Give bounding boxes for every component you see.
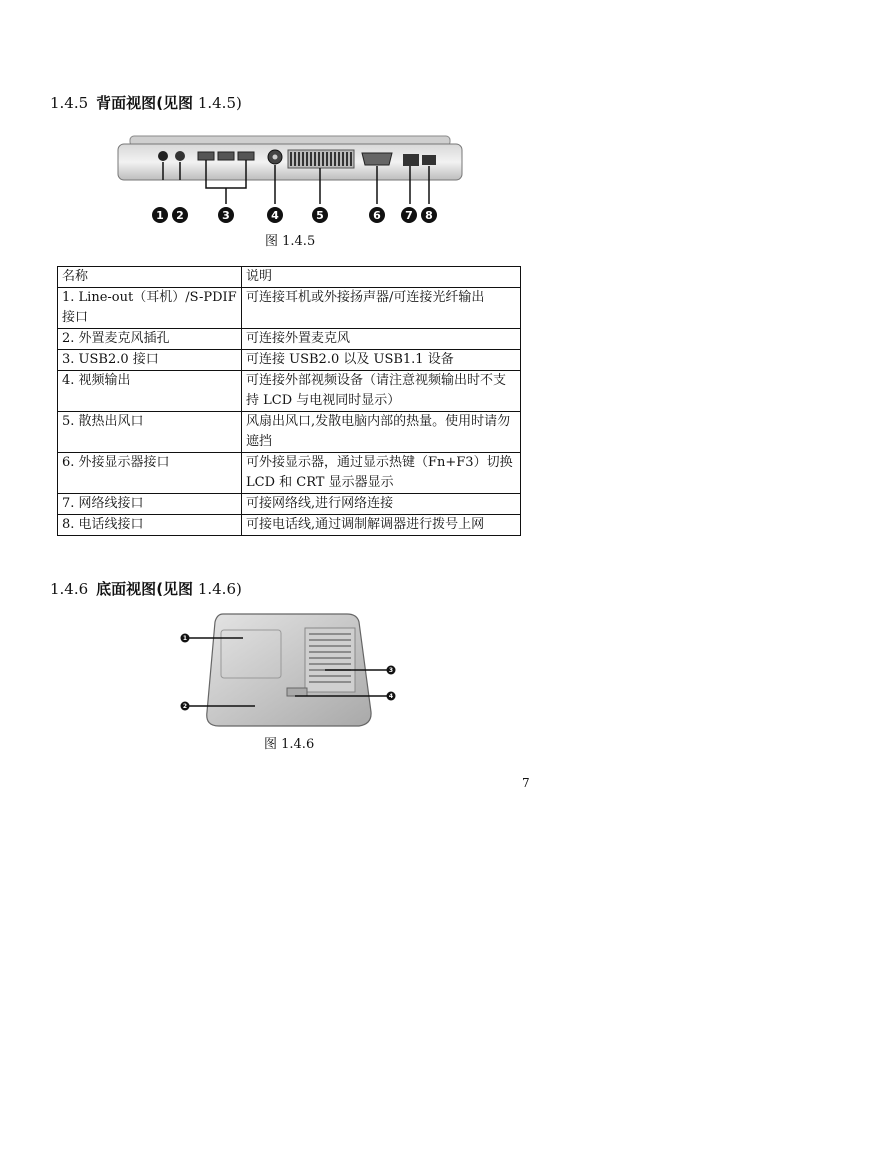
section-heading-bottom-view (50, 578, 242, 599)
callout-4: 4 (388, 693, 394, 700)
table-row (58, 288, 521, 329)
callout-3: 3 (388, 667, 394, 674)
port-name: 2. 外置麦克风插孔 (58, 329, 242, 350)
callout-8: 8 (425, 209, 433, 222)
table-row (58, 453, 521, 494)
table-row (58, 371, 521, 412)
laptop-bottom-view-figure (175, 608, 405, 734)
line-out-port (158, 151, 168, 161)
latch (287, 688, 307, 696)
callout-2: 2 (176, 209, 184, 222)
port-name: 7. 网络线接口 (58, 494, 242, 515)
column-header-description: 说明 (242, 267, 521, 288)
page-number: 7 (522, 776, 530, 790)
phone-port (422, 155, 436, 165)
section-ref-close: ) (236, 94, 242, 112)
table-row (58, 412, 521, 453)
section-title: 背面视图 (96, 94, 157, 112)
section-ref-close: ) (236, 580, 242, 598)
port-description-table (57, 266, 521, 536)
lan-port (403, 154, 419, 166)
vent-grille (288, 150, 354, 168)
callout-5: 5 (316, 209, 324, 222)
section-number: 1.4.5 (50, 94, 89, 112)
table-row (58, 515, 521, 536)
usb-port (198, 152, 214, 160)
port-name: 1. Line-out（耳机）/S-PDIF 接口 (58, 288, 242, 329)
callout-4: 4 (271, 209, 279, 222)
section-ref-open: (见图 (156, 580, 194, 598)
port-description: 可外接显示器，通过显示热键（Fn+F3）切换 LCD 和 CRT 显示器显示 (242, 453, 521, 494)
table-row (58, 494, 521, 515)
figure-caption-back: 图 1.4.5 (265, 234, 316, 249)
figure-caption-bottom: 图 1.4.6 (264, 737, 315, 752)
port-name: 5. 散热出风口 (58, 412, 242, 453)
table-row (58, 329, 521, 350)
mic-port (175, 151, 185, 161)
table-row (58, 350, 521, 371)
usb-port (218, 152, 234, 160)
port-name: 6. 外接显示器接口 (58, 453, 242, 494)
callout-1: 1 (182, 635, 188, 642)
column-header-name: 名称 (58, 267, 242, 288)
section-ref-number: 1.4.6 (197, 580, 236, 598)
section-number: 1.4.6 (50, 580, 89, 598)
usb-port (238, 152, 254, 160)
section-title: 底面视图 (96, 580, 157, 598)
port-name: 3. USB2.0 接口 (58, 350, 242, 371)
vga-port (362, 153, 392, 165)
port-description: 可接网络线,进行网络连接 (242, 494, 521, 515)
port-description: 可连接 USB2.0 以及 USB1.1 设备 (242, 350, 521, 371)
section-ref-number: 1.4.5 (197, 94, 236, 112)
port-description: 可连接外部视频设备（请注意视频输出时不支持 LCD 与电视同时显示） (242, 371, 521, 412)
port-description: 可接电话线,通过调制解调器进行拨号上网 (242, 515, 521, 536)
laptop-rear-view-figure (110, 132, 470, 230)
callout-7: 7 (405, 209, 413, 222)
port-name: 8. 电话线接口 (58, 515, 242, 536)
section-heading-back-view (50, 92, 242, 113)
port-description: 风扇出风口,发散电脑内部的热量。使用时请勿遮挡 (242, 412, 521, 453)
callout-6: 6 (373, 209, 381, 222)
port-name: 4. 视频输出 (58, 371, 242, 412)
callout-1: 1 (156, 209, 164, 222)
callout-3: 3 (222, 209, 230, 222)
port-description: 可连接耳机或外接扬声器/可连接光纤输出 (242, 288, 521, 329)
callout-2: 2 (182, 703, 188, 710)
table-header-row (58, 267, 521, 288)
section-ref-open: (见图 (156, 94, 194, 112)
port-description: 可连接外置麦克风 (242, 329, 521, 350)
